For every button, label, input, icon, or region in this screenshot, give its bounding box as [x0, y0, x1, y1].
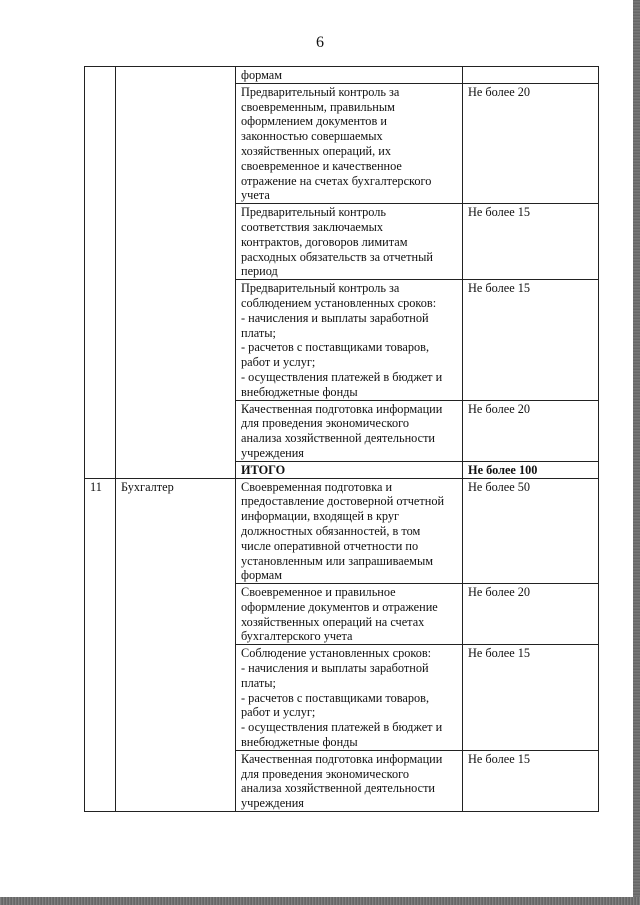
- score-cell: Не более 20: [463, 83, 599, 203]
- table-row: [85, 478, 599, 584]
- score-cell: Не более 50: [463, 478, 599, 584]
- indicator-line: хозяйственных операций, их: [241, 143, 392, 158]
- score-cell: Не более 15: [463, 750, 599, 811]
- indicator-line: - расчетов с поставщиками товаров,: [241, 690, 430, 705]
- table-row: [85, 67, 599, 84]
- criteria-table: [84, 66, 599, 812]
- indicator-line: контрактов, договоров лимитам: [241, 234, 408, 249]
- number-cell-empty: [85, 67, 116, 479]
- indicator-line: установленным или запрашиваемым: [241, 553, 433, 568]
- indicator-line: Качественная подготовка информации: [241, 751, 443, 766]
- indicator-line: внебюджетные фонды: [241, 384, 358, 399]
- indicator-line: законностью совершаемых: [241, 129, 383, 144]
- indicator-cell: [236, 280, 463, 400]
- indicator-line: для проведения экономического: [241, 416, 410, 431]
- row-number: 11: [85, 478, 116, 812]
- indicator-line: внебюджетные фонды: [241, 735, 358, 750]
- indicator-line: отражение на счетах бухгалтерского: [241, 173, 432, 188]
- position-title: Бухгалтер: [116, 478, 236, 812]
- indicator-line: Соблюдение установленных сроков:: [241, 646, 432, 661]
- score-cell: Не более 15: [463, 204, 599, 280]
- indicator-line: учреждения: [241, 445, 304, 460]
- scan-edge-bottom: [0, 897, 640, 905]
- indicator-line: бухгалтерского учета: [241, 629, 353, 644]
- indicator-line: информации, входящей в круг: [241, 509, 400, 524]
- position-cell-empty: [116, 67, 236, 479]
- indicator-line: своевременным, правильным: [241, 99, 395, 114]
- indicator-line: для проведения экономического: [241, 766, 410, 781]
- indicator-line: - осуществления платежей в бюджет и: [241, 720, 443, 735]
- indicator-line: оформлением документов и: [241, 114, 387, 129]
- indicator-line: хозяйственных операций на счетах: [241, 614, 425, 629]
- total-value: Не более 100: [463, 461, 599, 478]
- indicator-line: - расчетов с поставщиками товаров,: [241, 340, 430, 355]
- indicator-line: период: [241, 264, 278, 279]
- page-number: 6: [316, 34, 324, 51]
- indicator-line: соблюдением установленных сроков:: [241, 295, 437, 310]
- indicator-line: соответствия заключаемых: [241, 219, 384, 234]
- indicator-line: платы;: [241, 675, 276, 690]
- indicator-cell: [236, 400, 463, 461]
- indicator-line: Предварительный контроль за: [241, 84, 400, 99]
- indicator-cell: [236, 584, 463, 645]
- indicator-line: расходных обязательств за отчетный: [241, 249, 433, 264]
- score-cell: Не более 15: [463, 645, 599, 751]
- scan-edge-right: [633, 0, 640, 905]
- indicator-line: формам: [241, 68, 283, 82]
- score-cell: Не более 20: [463, 584, 599, 645]
- indicator-line: оформление документов и отражение: [241, 599, 438, 614]
- indicator-line: учреждения: [241, 796, 304, 811]
- indicator-line: анализа хозяйственной деятельности: [241, 431, 436, 446]
- indicator-line: предоставление достоверной отчетной: [241, 494, 445, 509]
- indicator-line: работ и услуг;: [241, 705, 316, 720]
- indicator-line: числе оперативной отчетности по: [241, 538, 419, 553]
- indicator-line: Качественная подготовка информации: [241, 401, 443, 416]
- indicator-line: - начисления и выплаты заработной: [241, 661, 429, 676]
- indicator-line: учета: [241, 188, 270, 203]
- indicator-cell: [236, 67, 463, 84]
- indicator-line: Своевременное и правильное: [241, 585, 396, 600]
- score-cell: Не более 20: [463, 400, 599, 461]
- indicator-line: анализа хозяйственной деятельности: [241, 781, 436, 796]
- indicator-line: - осуществления платежей в бюджет и: [241, 369, 443, 384]
- indicator-line: формам: [241, 568, 283, 583]
- indicator-line: Предварительный контроль за: [241, 281, 400, 296]
- indicator-line: своевременное и качественное: [241, 158, 402, 173]
- indicator-line: работ и услуг;: [241, 355, 316, 370]
- indicator-cell: [236, 204, 463, 280]
- indicator-cell: [236, 83, 463, 203]
- indicator-cell: [236, 750, 463, 811]
- indicator-line: платы;: [241, 325, 276, 340]
- indicator-line: Своевременная подготовка и: [241, 479, 393, 494]
- score-cell: [463, 67, 599, 84]
- indicator-line: - начисления и выплаты заработной: [241, 310, 429, 325]
- indicator-cell: [236, 645, 463, 751]
- total-label: ИТОГО: [236, 461, 463, 478]
- indicator-line: должностных обязанностей, в том: [241, 523, 421, 538]
- indicator-line: Предварительный контроль: [241, 205, 386, 220]
- indicator-cell: [236, 478, 463, 584]
- score-cell: Не более 15: [463, 280, 599, 400]
